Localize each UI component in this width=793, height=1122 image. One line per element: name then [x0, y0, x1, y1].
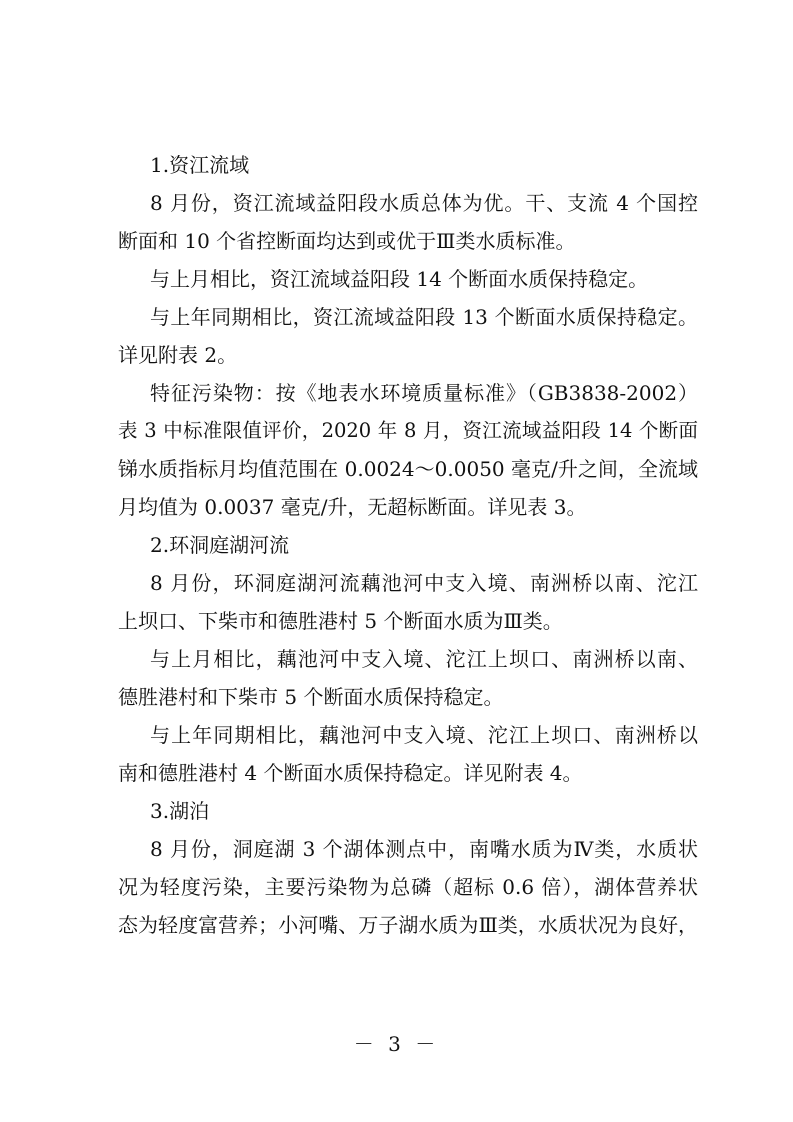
page-number: － 3 －: [353, 1032, 440, 1056]
section-heading-zijiang: 1.资江流域: [150, 153, 250, 177]
paragraph-line: 详见附表 2。: [118, 343, 238, 367]
section-heading-lakes: 3.湖泊: [150, 799, 210, 823]
paragraph-line: 德胜港村和下柴市 5 个断面水质保持稳定。: [118, 685, 504, 709]
paragraph-line: 南和德胜港村 4 个断面水质保持稳定。详见附表 4。: [118, 761, 583, 785]
paragraph-line: 8 月份，资江流域益阳段水质总体为优。干、支流 4 个国控: [150, 191, 698, 215]
paragraph-line: 8 月份，环洞庭湖河流藕池河中支入境、南洲桥以南、沱江: [150, 571, 698, 595]
paragraph-line: 表 3 中标准限值评价，2020 年 8 月，资江流域益阳段 14 个断面: [118, 419, 698, 442]
paragraph-line: 态为轻度富营养；小河嘴、万子湖水质为Ⅲ类，水质状况为良好，: [118, 913, 698, 937]
paragraph-line: 上坝口、下柴市和德胜港村 5 个断面水质为Ⅲ类。: [118, 609, 563, 633]
paragraph-line: 况为轻度污染，主要污染物为总磷（超标 0.6 倍），湖体营养状: [118, 875, 698, 899]
paragraph-line: 特征污染物：按《地表水环境质量标准》（GB3838-2002）: [150, 381, 698, 405]
paragraph-line: 与上月相比，藕池河中支入境、沱江上坝口、南洲桥以南、: [150, 647, 698, 671]
paragraph-line: 8 月份，洞庭湖 3 个湖体测点中，南嘴水质为Ⅳ类，水质状: [150, 837, 698, 861]
paragraph-line: 断面和 10 个省控断面均达到或优于Ⅲ类水质标准。: [118, 229, 576, 253]
paragraph-line: 与上年同期相比，资江流域益阳段 13 个断面水质保持稳定。: [150, 305, 698, 329]
paragraph-line: 与上年同期相比，藕池河中支入境、沱江上坝口、南洲桥以: [150, 723, 698, 747]
section-heading-dongting-rivers: 2.环洞庭湖河流: [150, 533, 290, 557]
paragraph-line: 锑水质指标月均值范围在 0.0024～0.0050 毫克/升之间，全流域: [118, 457, 698, 481]
paragraph-line: 与上月相比，资江流域益阳段 14 个断面水质保持稳定。: [150, 267, 649, 291]
paragraph-line: 月均值为 0.0037 毫克/升，无超标断面。详见表 3。: [118, 495, 587, 519]
